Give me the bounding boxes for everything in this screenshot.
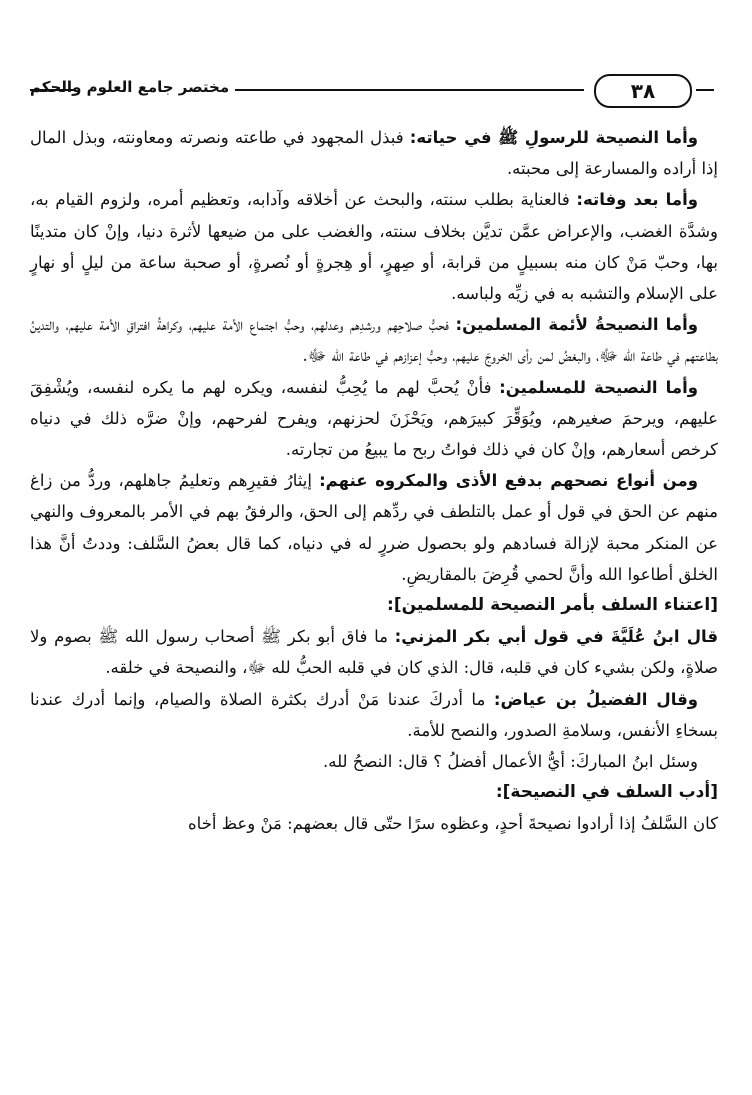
section-heading-salaf-care: [اعتناء السلف بأمر النصيحة للمسلمين]: <box>387 595 718 616</box>
header-dash <box>30 89 74 91</box>
page-number: ٣٨ <box>594 74 692 108</box>
body-text: فحبُّ صلاحِهم ورشدِهم وعدلهم، وحبُّ اجتماع الأمة عليهم، وكراهةُ افتراقِ الأمة عليهم، والتدينُ بطاعتهم في طاعة الله ﷻ، والبغضُ لمن رأى الخروجَ عليهم، وحبُّ إعزازهم في طاعة الله ﷻ. <box>30 315 718 366</box>
body-text: فأنْ يُحبَّ لهم ما يُحِبُّ لنفسه، ويكره لهم ما يكره لنفسه، ويُشْفِقَ عليهم، ويرحمَ صغيرهم، ويُوَقِّرَ كبيرَهم، ويَحْزَنَ لحزنهم، ويفرح لفرحهم، وإنْ ضرَّه ذلك في دنياه كرخص أسعارهم، وإنْ كان في ذلك فواتُ ربح ما يبيعُ من تجارته. <box>30 377 718 460</box>
body-text: ما أدركَ عندنا مَنْ أدرك بكثرة الصلاة والصيام، وإنما أدرك عندنا بسخاءِ الأنفس، وسلامةِ الصدور، والنصح للأمة. <box>30 689 718 740</box>
lead-text: وأما النصيحةُ لأئمة المسلمين: <box>455 315 698 335</box>
paragraph-fudayl <box>30 684 718 746</box>
header-rule <box>235 89 584 91</box>
lead-text: ومن أنواع نصحهم بدفع الأذى والمكروه عنهم: <box>319 471 698 491</box>
lead-text: قال ابنُ عُلَيَّةَ في قول أبي بكر المزني: <box>394 627 719 647</box>
paragraph-ibn-ulayya <box>30 621 718 683</box>
lead-text: وأما بعد وفاته: <box>576 190 698 210</box>
paragraph-imams <box>30 309 718 371</box>
page-body <box>30 122 718 840</box>
paragraph-prophet-life <box>30 122 718 184</box>
book-title: مختصر جامع العلوم والحكم <box>30 78 230 96</box>
body-text: فالعناية بطلب سنته، والبحث عن أخلاقه وآدابه، وتعظيم أمره، ولزوم القيام به، وشدَّة الغضب، والإعراض عمَّن تديَّن بخلاف سنته، والغضب على من ضيعها لأثرة دنيا، وإنْ كان متدينًا بها، وحبّ مَنْ كان منه بسبيلٍ من قرابة، أو صِهرٍ، أو هِجرةٍ أو نُصرةٍ، أو صحبة ساعة من ليلٍ أو نهارٍ على الإسلام والتشبه به في زيِّه ولباسه. <box>30 190 718 304</box>
paragraph-muslims <box>30 372 718 466</box>
body-text: ما فاق أبو بكر ﷺ أصحاب رسول الله ﷺ بصوم ولا صلاةٍ، ولكن بشيء كان في قلبه، قال: الذي كان في قلبه الحبُّ لله ﷻ، والنصيحة في خلقه. <box>30 627 718 678</box>
body-text: فبذل المجهود في طاعته ونصرته ومعاونته، وبذل المال إذا أراده والمسارعة إلى محبته. <box>30 128 718 179</box>
paragraph-ibn-mubarak <box>30 746 718 777</box>
body-text: كان السَّلفُ إذا أرادوا نصيحةَ أحدٍ، وعظوه سرًا حتّى قال بعضهم: مَنْ وعظ أخاه <box>188 814 718 834</box>
lead-text: وأما النصيحة للمسلمين: <box>499 377 698 397</box>
header-tick <box>696 89 714 91</box>
lead-text: وقال الفضيلُ بن عياض: <box>493 689 699 709</box>
paragraph-prophet-after-death <box>30 184 718 309</box>
body-text: إيثارُ فقيرِهم وتعليمُ جاهلهم، وردُّ من زاغ منهم عن الحق في قول أو عمل بالتلطف في ردِّهم إلى الحق، والرفقُ بهم في الأمر بالمعروف والنهي عن المنكر محبة لإزالة فسادهم ولو بحصول ضررٍ له في دنياه، كما قال بعضُ السَّلف: وددتُ أنَّ هذا الخلق أطاعوا الله وأنَّ لحمي قُرِضَ بالمقاريضِ. <box>30 471 718 584</box>
body-text: وسئل ابنُ المباركَ: أيُّ الأعمال أفضلُ ؟ قال: النصحُ لله. <box>322 752 698 772</box>
section-heading-salaf-manners: [أدب السلف في النصيحة]: <box>495 782 718 803</box>
lead-text: وأما النصيحة للرسولِ ﷺ في حياته: <box>409 128 698 147</box>
paragraph-salaf-secret-advice <box>30 808 718 839</box>
paragraph-kinds-of-advice <box>30 465 718 590</box>
page-header <box>30 72 714 116</box>
